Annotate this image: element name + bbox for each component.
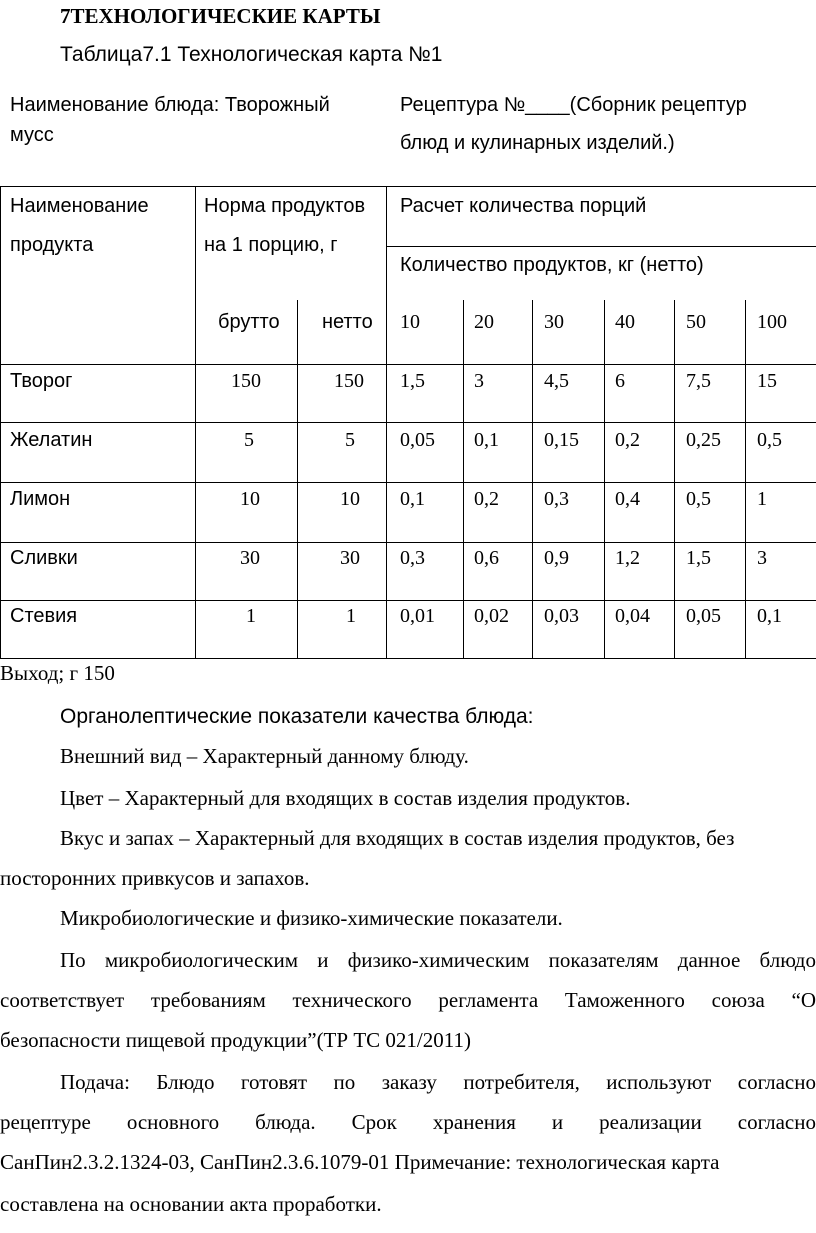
- row-value: 7,5: [686, 370, 711, 392]
- table-line: [0, 542, 816, 543]
- row-value: 1: [757, 488, 767, 510]
- table-vline: [532, 300, 533, 659]
- header-portion: 50: [686, 311, 706, 333]
- dish-name-line1: Наименование блюда: Творожный: [10, 94, 330, 116]
- header-norm-line2: на 1 порцию, г: [204, 234, 338, 256]
- row-value: 6: [615, 370, 625, 392]
- row-value: 0,1: [474, 429, 499, 451]
- table-vline: [297, 300, 298, 659]
- row-value: 1,5: [686, 547, 711, 569]
- header-portion: 20: [474, 311, 494, 333]
- row-netto: 1: [346, 605, 356, 627]
- row-brutto: 30: [240, 547, 260, 569]
- header-netto: нетто: [322, 311, 373, 333]
- taste-line1: Вкус и запах – Характерный для входящих в состав изделия продуктов, без: [60, 826, 735, 850]
- row-value: 3: [757, 547, 767, 569]
- header-portion: 10: [400, 311, 420, 333]
- row-value: 3: [474, 370, 484, 392]
- row-brutto: 1: [246, 605, 256, 627]
- table-vline: [745, 300, 746, 659]
- row-product-name: Сливки: [10, 547, 78, 569]
- header-portion: 40: [615, 311, 635, 333]
- row-brutto: 5: [244, 429, 254, 451]
- row-value: 0,02: [474, 605, 509, 627]
- serving-line4: составлена на основании акта проработки.: [0, 1192, 382, 1216]
- header-product-line2: продукта: [10, 234, 94, 256]
- row-value: 15: [757, 370, 777, 392]
- row-value: 1,5: [400, 370, 425, 392]
- row-value: 0,1: [757, 605, 782, 627]
- table-vline: [0, 186, 1, 659]
- row-value: 0,15: [544, 429, 579, 451]
- serving-line3: СанПин2.3.2.1324-03, СанПин2.3.6.1079-01 Примечание: технологическая карта: [0, 1150, 720, 1174]
- recipe-ref-line1: Рецептура №____(Сборник рецептур: [400, 94, 747, 116]
- row-value: 0,05: [686, 605, 721, 627]
- row-value: 0,2: [474, 488, 499, 510]
- taste-line2: посторонних привкусов и запахов.: [0, 866, 310, 890]
- row-product-name: Стевия: [10, 605, 78, 627]
- row-product-name: Лимон: [10, 488, 71, 510]
- row-brutto: 150: [231, 370, 261, 392]
- header-product-line1: Наименование: [10, 195, 149, 217]
- row-value: 0,01: [400, 605, 435, 627]
- row-value: 0,4: [615, 488, 640, 510]
- table-vline: [604, 300, 605, 659]
- row-value: 0,5: [686, 488, 711, 510]
- table-line: [0, 364, 816, 365]
- row-netto: 30: [340, 547, 360, 569]
- appearance-text: Внешний вид – Характерный данному блюду.: [60, 744, 469, 768]
- recipe-ref: [400, 86, 810, 162]
- row-brutto: 10: [240, 488, 260, 510]
- row-value: 0,05: [400, 429, 435, 451]
- row-netto: 5: [345, 429, 355, 451]
- row-value: 0,04: [615, 605, 650, 627]
- row-value: 4,5: [544, 370, 569, 392]
- row-product-name: Желатин: [10, 429, 93, 451]
- dish-name: [10, 86, 380, 146]
- table-border-top: [0, 186, 816, 187]
- row-value: 0,5: [757, 429, 782, 451]
- header-calc: Расчет количества порций: [400, 195, 647, 217]
- row-value: 0,25: [686, 429, 721, 451]
- micro-line3: безопасности пищевой продукции”(ТР ТС 021/2011): [0, 1028, 471, 1052]
- micro-title: Микробиологические и физико-химические показатели.: [60, 906, 563, 930]
- table-caption: Таблица7.1 Технологическая карта №1: [60, 43, 443, 66]
- table-line-sub: [386, 246, 816, 247]
- organoleptic-title: Органолептические показатели качества блюда:: [60, 705, 534, 728]
- row-value: 0,3: [400, 547, 425, 569]
- serving-line1: Подача: Блюдо готовят по заказу потребителя, используют согласно: [60, 1070, 816, 1094]
- table-border-bottom: [0, 658, 816, 659]
- table-vline: [674, 300, 675, 659]
- row-value: 0,03: [544, 605, 579, 627]
- table-line: [0, 422, 816, 423]
- row-value: 0,9: [544, 547, 569, 569]
- micro-line1: По микробиологическим и физико-химическим показателям данное блюдо: [60, 948, 816, 972]
- row-netto: 10: [340, 488, 360, 510]
- table-vline: [463, 300, 464, 659]
- table-line: [0, 600, 816, 601]
- color-text: Цвет – Характерный для входящих в состав изделия продуктов.: [60, 786, 631, 810]
- table-vline: [195, 186, 196, 659]
- recipe-ref-line2: блюд и кулинарных изделий.): [400, 132, 675, 154]
- row-product-name: Творог: [10, 370, 73, 392]
- header-portion: 30: [544, 311, 564, 333]
- row-value: 1,2: [615, 547, 640, 569]
- header-brutto: брутто: [218, 311, 280, 333]
- output-yield: Выход; г 150: [0, 661, 115, 685]
- header-qty: Количество продуктов, кг (нетто): [400, 254, 704, 276]
- row-value: 0,2: [615, 429, 640, 451]
- table-vline: [386, 186, 387, 659]
- micro-line2: соответствует требованиям технического регламента Таможенного союза “О: [0, 988, 816, 1012]
- section-title: 7ТЕХНОЛОГИЧЕСКИЕ КАРТЫ: [60, 4, 381, 28]
- row-value: 0,6: [474, 547, 499, 569]
- header-portion: 100: [757, 311, 787, 333]
- header-norm-line1: Норма продуктов: [204, 195, 366, 217]
- row-netto: 150: [334, 370, 364, 392]
- row-value: 0,3: [544, 488, 569, 510]
- row-value: 0,1: [400, 488, 425, 510]
- table-line: [0, 482, 816, 483]
- dish-name-line2: мусс: [10, 124, 54, 146]
- serving-line2: рецептуре основного блюда. Срок хранения и реализации согласно: [0, 1110, 816, 1134]
